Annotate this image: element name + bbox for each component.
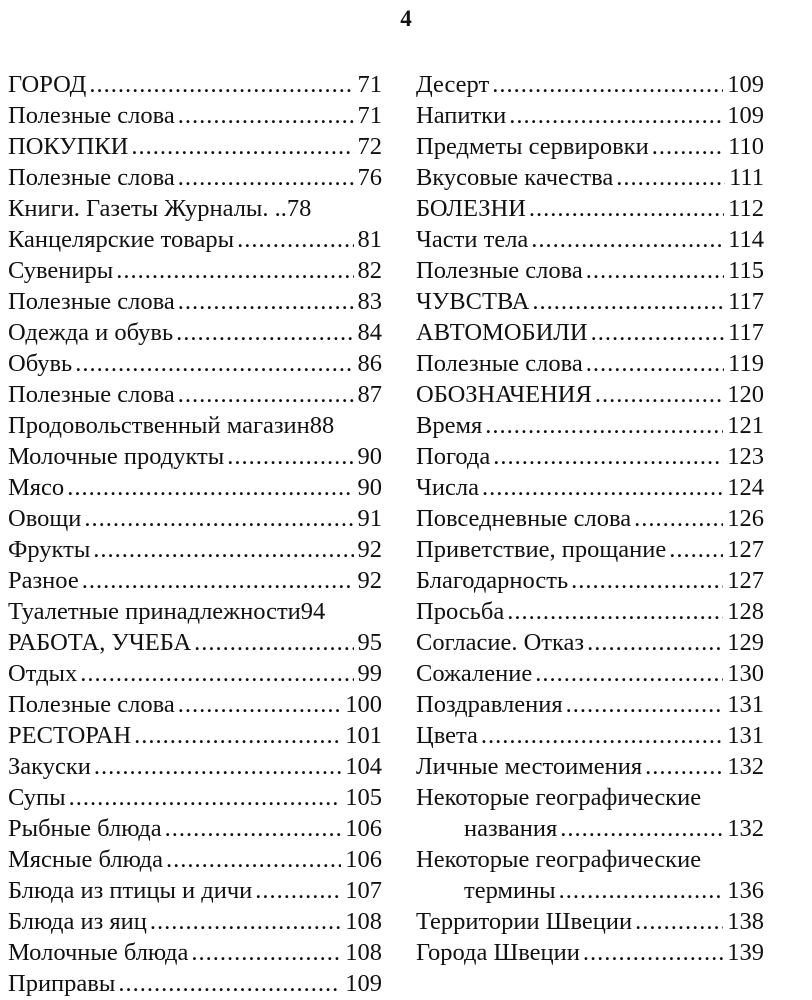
toc-entry-heading	[416, 844, 764, 875]
toc-entry-title: Погода	[416, 443, 491, 470]
toc-entry[interactable]	[416, 255, 764, 286]
toc-left-column	[8, 69, 382, 999]
toc-entry[interactable]	[8, 937, 382, 968]
toc-entry[interactable]	[416, 503, 764, 534]
toc-entry[interactable]	[8, 255, 382, 286]
toc-entry-page: 120	[727, 381, 764, 408]
toc-entry-page: 117	[728, 319, 764, 346]
dot-leader	[587, 627, 723, 658]
toc-entry-title: Разное	[8, 567, 79, 594]
toc-entry[interactable]	[416, 906, 764, 937]
toc-entry[interactable]	[8, 534, 382, 565]
toc-entry-page: 90	[357, 474, 382, 501]
toc-entry-title: Части тела	[416, 226, 529, 253]
toc-entry[interactable]	[416, 565, 764, 596]
toc-entry-page: 92	[357, 536, 382, 563]
dot-leader	[75, 348, 353, 379]
toc-entry-page: 136	[727, 877, 764, 904]
toc-entry-title: Цвета	[416, 722, 478, 749]
toc-entry-page: 84	[357, 319, 382, 346]
dot-leader	[634, 503, 723, 534]
toc-entry[interactable]	[416, 348, 764, 379]
toc-entry-page: 78	[286, 195, 312, 222]
toc-entry-page: 81	[357, 226, 382, 253]
toc-entry[interactable]	[416, 875, 764, 906]
toc-entry-page: 94	[300, 598, 326, 625]
toc-entry-page: 101	[345, 722, 382, 749]
toc-entry[interactable]	[8, 968, 382, 999]
toc-entry-title: Блюда из яиц	[8, 908, 147, 935]
toc-entry-page: 131	[727, 691, 764, 718]
toc-right-column	[416, 69, 764, 968]
dot-leader	[178, 689, 342, 720]
dot-leader	[482, 472, 723, 503]
dot-leader	[595, 379, 723, 410]
toc-entry-title: Овощи	[8, 505, 82, 532]
toc-entry-title-continuation: термины	[464, 877, 556, 904]
toc-entry[interactable]	[416, 317, 764, 348]
dot-leader	[571, 565, 723, 596]
toc-entry-title: Некоторые географические	[416, 846, 702, 873]
toc-entry[interactable]	[8, 658, 382, 689]
toc-entry-page: 71	[357, 71, 382, 98]
dot-leader	[635, 906, 723, 937]
toc-entry-page: 76	[357, 164, 382, 191]
toc-entry[interactable]	[8, 906, 382, 937]
toc-entry-page: 92	[357, 567, 382, 594]
toc-entry[interactable]	[416, 410, 764, 441]
toc-entry[interactable]	[8, 410, 382, 441]
dot-leader	[178, 162, 354, 193]
toc-entry[interactable]	[8, 751, 382, 782]
toc-entry-title: РЕСТОРАН	[8, 722, 132, 749]
toc-entry-title: Предметы сервировки	[416, 133, 649, 160]
toc-entry[interactable]	[416, 751, 764, 782]
dot-leader	[559, 875, 724, 906]
toc-entry[interactable]	[8, 224, 382, 255]
toc-entry[interactable]	[8, 720, 382, 751]
dot-leader	[165, 813, 342, 844]
toc-entry-page: 90	[357, 443, 382, 470]
toc-entry-page: 72	[357, 133, 382, 160]
dot-leader	[194, 627, 353, 658]
toc-entry[interactable]	[8, 441, 382, 472]
toc-entry[interactable]	[8, 875, 382, 906]
toc-entry-title: Полезные слова	[8, 288, 175, 315]
dot-leader	[586, 348, 724, 379]
toc-entry-page: 132	[727, 753, 764, 780]
toc-entry-page: 129	[727, 629, 764, 656]
toc-entry[interactable]	[8, 596, 382, 627]
toc-entry-title: Отдых	[8, 660, 78, 687]
toc-entry-page: 131	[727, 722, 764, 749]
toc-entry[interactable]	[416, 627, 764, 658]
dot-leader	[669, 534, 723, 565]
toc-entry[interactable]	[8, 193, 382, 224]
toc-entry-title: Сувениры	[8, 257, 114, 284]
toc-entry-page: 106	[345, 846, 382, 873]
toc-entry-page: 71	[357, 102, 382, 129]
dot-leader	[94, 751, 341, 782]
toc-entry-title: Некоторые географические	[416, 784, 702, 811]
toc-entry[interactable]	[416, 472, 764, 503]
toc-entry-title: Десерт	[416, 71, 490, 98]
dot-leader	[93, 534, 353, 565]
toc-entry[interactable]	[8, 100, 382, 131]
toc-entry-title: АВТОМОБИЛИ	[416, 319, 588, 346]
dot-leader	[509, 100, 723, 131]
toc-entry-page: 88	[309, 412, 335, 439]
dot-leader	[531, 224, 724, 255]
dot-leader	[591, 317, 725, 348]
toc-entry-title: Блюда из птицы и дичи	[8, 877, 253, 904]
dot-leader	[82, 565, 354, 596]
toc-entry-title: Полезные слова	[416, 257, 583, 284]
toc-entry-title: БОЛЕЗНИ	[416, 195, 526, 222]
toc-entry-title: Закуски	[8, 753, 91, 780]
toc-entry-title: Книги. Газеты Журналы. ..	[8, 195, 287, 222]
toc-entry[interactable]	[416, 69, 764, 100]
toc-entry-page: 124	[727, 474, 764, 501]
toc-entry[interactable]	[416, 100, 764, 131]
toc-entry-title: РАБОТА, УЧЕБА	[8, 629, 192, 656]
toc-entry-title: Приветствие, прощание	[416, 536, 667, 563]
toc-entry-title: Полезные слова	[8, 691, 175, 718]
dot-leader	[652, 131, 724, 162]
toc-entry[interactable]	[416, 131, 764, 162]
toc-entry[interactable]	[8, 379, 382, 410]
dot-leader	[583, 937, 723, 968]
toc-entry[interactable]	[8, 162, 382, 193]
toc-entry[interactable]	[8, 69, 382, 100]
toc-entry-title: Молочные продукты	[8, 443, 225, 470]
toc-entry-title: Полезные слова	[8, 102, 175, 129]
toc-entry-page: 126	[727, 505, 764, 532]
dot-leader	[507, 596, 723, 627]
toc-entry[interactable]	[416, 689, 764, 720]
toc-entry-title: Согласие. Отказ	[416, 629, 585, 656]
toc-entry-title: ЧУВСТВА	[416, 288, 530, 315]
toc-entry-page: 87	[357, 381, 382, 408]
dot-leader	[178, 286, 354, 317]
toc-entry-title: Поздравления	[416, 691, 563, 718]
toc-entry[interactable]	[8, 317, 382, 348]
toc-entry[interactable]	[8, 348, 382, 379]
toc-entry[interactable]	[416, 286, 764, 317]
toc-entry[interactable]	[416, 596, 764, 627]
dot-leader	[131, 131, 353, 162]
dot-leader	[535, 658, 723, 689]
toc-entry-page: 115	[728, 257, 764, 284]
toc-entry[interactable]	[8, 131, 382, 162]
toc-entry-page: 117	[728, 288, 764, 315]
dot-leader	[227, 441, 353, 472]
toc-entry-title: Просьба	[416, 598, 505, 625]
dot-leader	[69, 782, 342, 813]
toc-entry-title: ОБОЗНАЧЕНИЯ	[416, 381, 592, 408]
toc-entry-page: 139	[727, 939, 764, 966]
toc-entry-title: Супы	[8, 784, 66, 811]
toc-entry[interactable]	[416, 441, 764, 472]
toc-entry-title: ПОКУПКИ	[8, 133, 129, 160]
toc-entry-page: 104	[345, 753, 382, 780]
toc-entry-page: 86	[357, 350, 382, 377]
toc-entry-title: Территории Швеции	[416, 908, 633, 935]
toc-entry[interactable]	[8, 689, 382, 720]
dot-leader	[178, 100, 354, 131]
toc-entry-title: Канцелярские товары	[8, 226, 235, 253]
toc-entry-title: Полезные слова	[8, 164, 175, 191]
toc-entry-title: Города Швеции	[416, 939, 580, 966]
dot-leader	[89, 69, 353, 100]
toc-entry-title: Время	[416, 412, 483, 439]
toc-entry-title: Напитки	[416, 102, 507, 129]
dot-leader	[166, 844, 341, 875]
toc-entry-title: Туалетные принадлежности	[8, 598, 301, 625]
toc-entry-page: 138	[727, 908, 764, 935]
page-number: 4	[400, 6, 412, 31]
toc-entry-page: 100	[345, 691, 382, 718]
toc-entry[interactable]	[416, 162, 764, 193]
toc-entry-page: 123	[727, 443, 764, 470]
dot-leader	[532, 286, 724, 317]
toc-entry-title: Молочные блюда	[8, 939, 189, 966]
toc-entry-page: 99	[357, 660, 382, 687]
toc-entry-page: 127	[727, 536, 764, 563]
toc-entry-page: 119	[728, 350, 764, 377]
toc-entry-page: 127	[727, 567, 764, 594]
toc-entry-page: 83	[357, 288, 382, 315]
toc-entry-page: 112	[728, 195, 764, 222]
toc-entry[interactable]	[416, 658, 764, 689]
toc-entry-title: ГОРОД	[8, 71, 87, 98]
toc-entry-title: Продовольственный магазин	[8, 412, 310, 439]
dot-leader	[237, 224, 353, 255]
toc-entry-page: 121	[727, 412, 764, 439]
toc-entry-page: 105	[345, 784, 382, 811]
dot-leader	[80, 658, 353, 689]
toc-entry[interactable]	[8, 503, 382, 534]
toc-entry-title: Одежда и обувь	[8, 319, 174, 346]
toc-entry-page: 106	[345, 815, 382, 842]
toc-entry-page: 130	[727, 660, 764, 687]
toc-entry[interactable]	[8, 782, 382, 813]
dot-leader	[176, 317, 353, 348]
toc-entry[interactable]	[416, 379, 764, 410]
dot-leader	[84, 503, 353, 534]
dot-leader	[493, 441, 723, 472]
toc-entry-title: Полезные слова	[8, 381, 175, 408]
toc-entry[interactable]	[416, 720, 764, 751]
toc-entry-page: 108	[345, 908, 382, 935]
toc-entry-title: Мясо	[8, 474, 65, 501]
toc-entry-page: 91	[357, 505, 382, 532]
toc-entry[interactable]	[8, 472, 382, 503]
toc-entry-title: Повседневные слова	[416, 505, 632, 532]
toc-entry-title: Сожаление	[416, 660, 533, 687]
toc-entry[interactable]	[416, 193, 764, 224]
toc-entry-page: 114	[728, 226, 764, 253]
toc-entry[interactable]	[8, 286, 382, 317]
dot-leader	[645, 751, 723, 782]
dot-leader	[118, 968, 341, 999]
toc-entry-title: Рыбные блюда	[8, 815, 162, 842]
toc-entry-title: Числа	[416, 474, 480, 501]
dot-leader	[529, 193, 724, 224]
toc-entry[interactable]	[416, 937, 764, 968]
toc-entry-title: Обувь	[8, 350, 73, 377]
dot-leader	[485, 410, 723, 441]
toc-entry-page: 107	[345, 877, 382, 904]
toc-entry-page: 111	[729, 164, 764, 191]
toc-entry-page: 132	[727, 815, 764, 842]
dot-leader	[134, 720, 341, 751]
toc-entry-title: Мясные блюда	[8, 846, 163, 873]
toc-entry[interactable]	[416, 534, 764, 565]
toc-entry[interactable]	[8, 627, 382, 658]
dot-leader	[481, 720, 723, 751]
toc-entry[interactable]	[8, 565, 382, 596]
toc-entry-page: 109	[727, 71, 764, 98]
toc-entry-title: Полезные слова	[416, 350, 583, 377]
dot-leader	[191, 937, 341, 968]
toc-entry[interactable]	[8, 844, 382, 875]
toc-entry[interactable]	[416, 813, 764, 844]
dot-leader	[178, 379, 354, 410]
toc-entry-page: 109	[345, 970, 382, 997]
toc-entry-title: Фрукты	[8, 536, 91, 563]
toc-entry-title: Благодарность	[416, 567, 569, 594]
dot-leader	[492, 69, 723, 100]
toc-entry-title: Личные местоимения	[416, 753, 643, 780]
dot-leader	[566, 689, 724, 720]
toc-entry-title: Вкусовые качества	[416, 164, 614, 191]
dot-leader	[67, 472, 353, 503]
dot-leader	[586, 255, 724, 286]
toc-entry[interactable]	[8, 813, 382, 844]
dot-leader	[116, 255, 353, 286]
toc-entry-page: 128	[727, 598, 764, 625]
toc-entry[interactable]	[416, 224, 764, 255]
toc-entry-page: 109	[727, 102, 764, 129]
dot-leader	[150, 906, 341, 937]
toc-entry-title: Приправы	[8, 970, 116, 997]
toc-entry-page: 82	[357, 257, 382, 284]
dot-leader	[255, 875, 341, 906]
toc-entry-heading	[416, 782, 764, 813]
dot-leader	[616, 162, 725, 193]
dot-leader	[560, 813, 723, 844]
toc-entry-page: 110	[728, 133, 764, 160]
toc-entry-title-continuation: названия	[464, 815, 558, 842]
toc-entry-page: 95	[357, 629, 382, 656]
toc-entry-page: 108	[345, 939, 382, 966]
